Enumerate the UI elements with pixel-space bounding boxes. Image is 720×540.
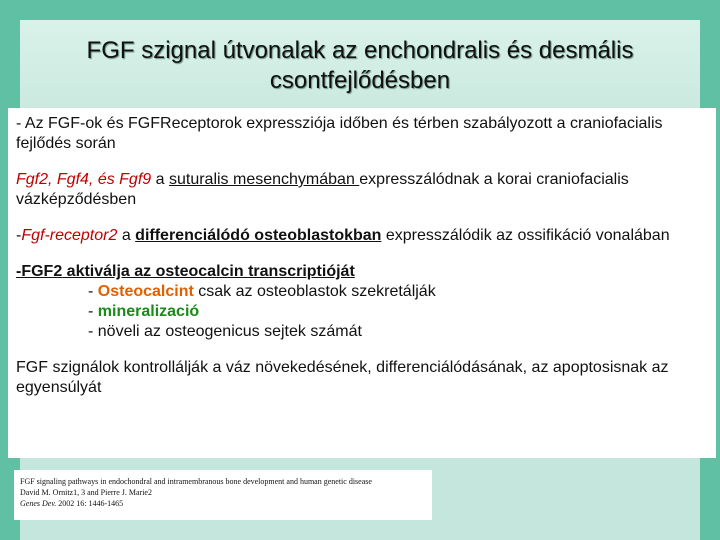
title-line-1: FGF szignal útvonalak az enchondralis és desmális — [86, 37, 634, 64]
underlined-location: suturalis mesenchymában — [168, 171, 360, 188]
connector-text: a — [151, 171, 169, 188]
fgf2-item-osteocalcin: - Osteocalcint csak az osteoblastok szekretálják — [88, 283, 436, 300]
paragraph-rest: expresszálódik az ossifikáció vonalában — [381, 227, 670, 244]
fgf2-item-osteogenic: - növeli az osteogenicus sejtek számát — [88, 323, 362, 340]
fgf2-item-mineralization: - mineralizació — [88, 303, 200, 320]
underlined-cells: differenciálódó osteoblastokban — [135, 227, 382, 244]
citation-authors: David M. Ornitz1, 3 and Pierre J. Marie2 — [20, 488, 152, 497]
paragraph-fgf-expression: - Az FGF-ok és FGFReceptorok expressziója időben és térben szabályozott a craniofacialis fejlődés során — [16, 115, 663, 152]
dash-prefix: - — [16, 227, 22, 244]
connector-text: a — [117, 227, 136, 244]
paragraph-suture-genes — [16, 170, 708, 210]
receptor-gene: Fgf-receptor2 — [21, 227, 118, 244]
paragraph-fgf-control: FGF szignálok kontrollálják a váz növekedésének, differenciálódásának, az apoptosisnak az egyensúlyát — [16, 359, 669, 396]
slide-title — [0, 36, 720, 96]
citation-title: FGF signaling pathways in endochondral and intramembranous bone development and human genetic disease — [20, 477, 372, 486]
paragraph-receptor — [16, 226, 708, 246]
content-box — [8, 108, 716, 458]
paragraph-fgf2 — [16, 262, 708, 342]
paragraph-rest: expresszálódnak a korai craniofacialis vázképződésben — [16, 171, 629, 208]
fgf2-heading: -FGF2 aktiválja az osteocalcin transcriptióját — [16, 263, 355, 280]
citation-box — [14, 470, 432, 520]
citation-source: Genes Dev. 2002 16: 1446-1465 — [20, 499, 124, 508]
title-line-2: csontfejlődésben — [269, 67, 451, 94]
gene-list: Fgf2, Fgf4, és Fgf9 — [16, 171, 152, 188]
